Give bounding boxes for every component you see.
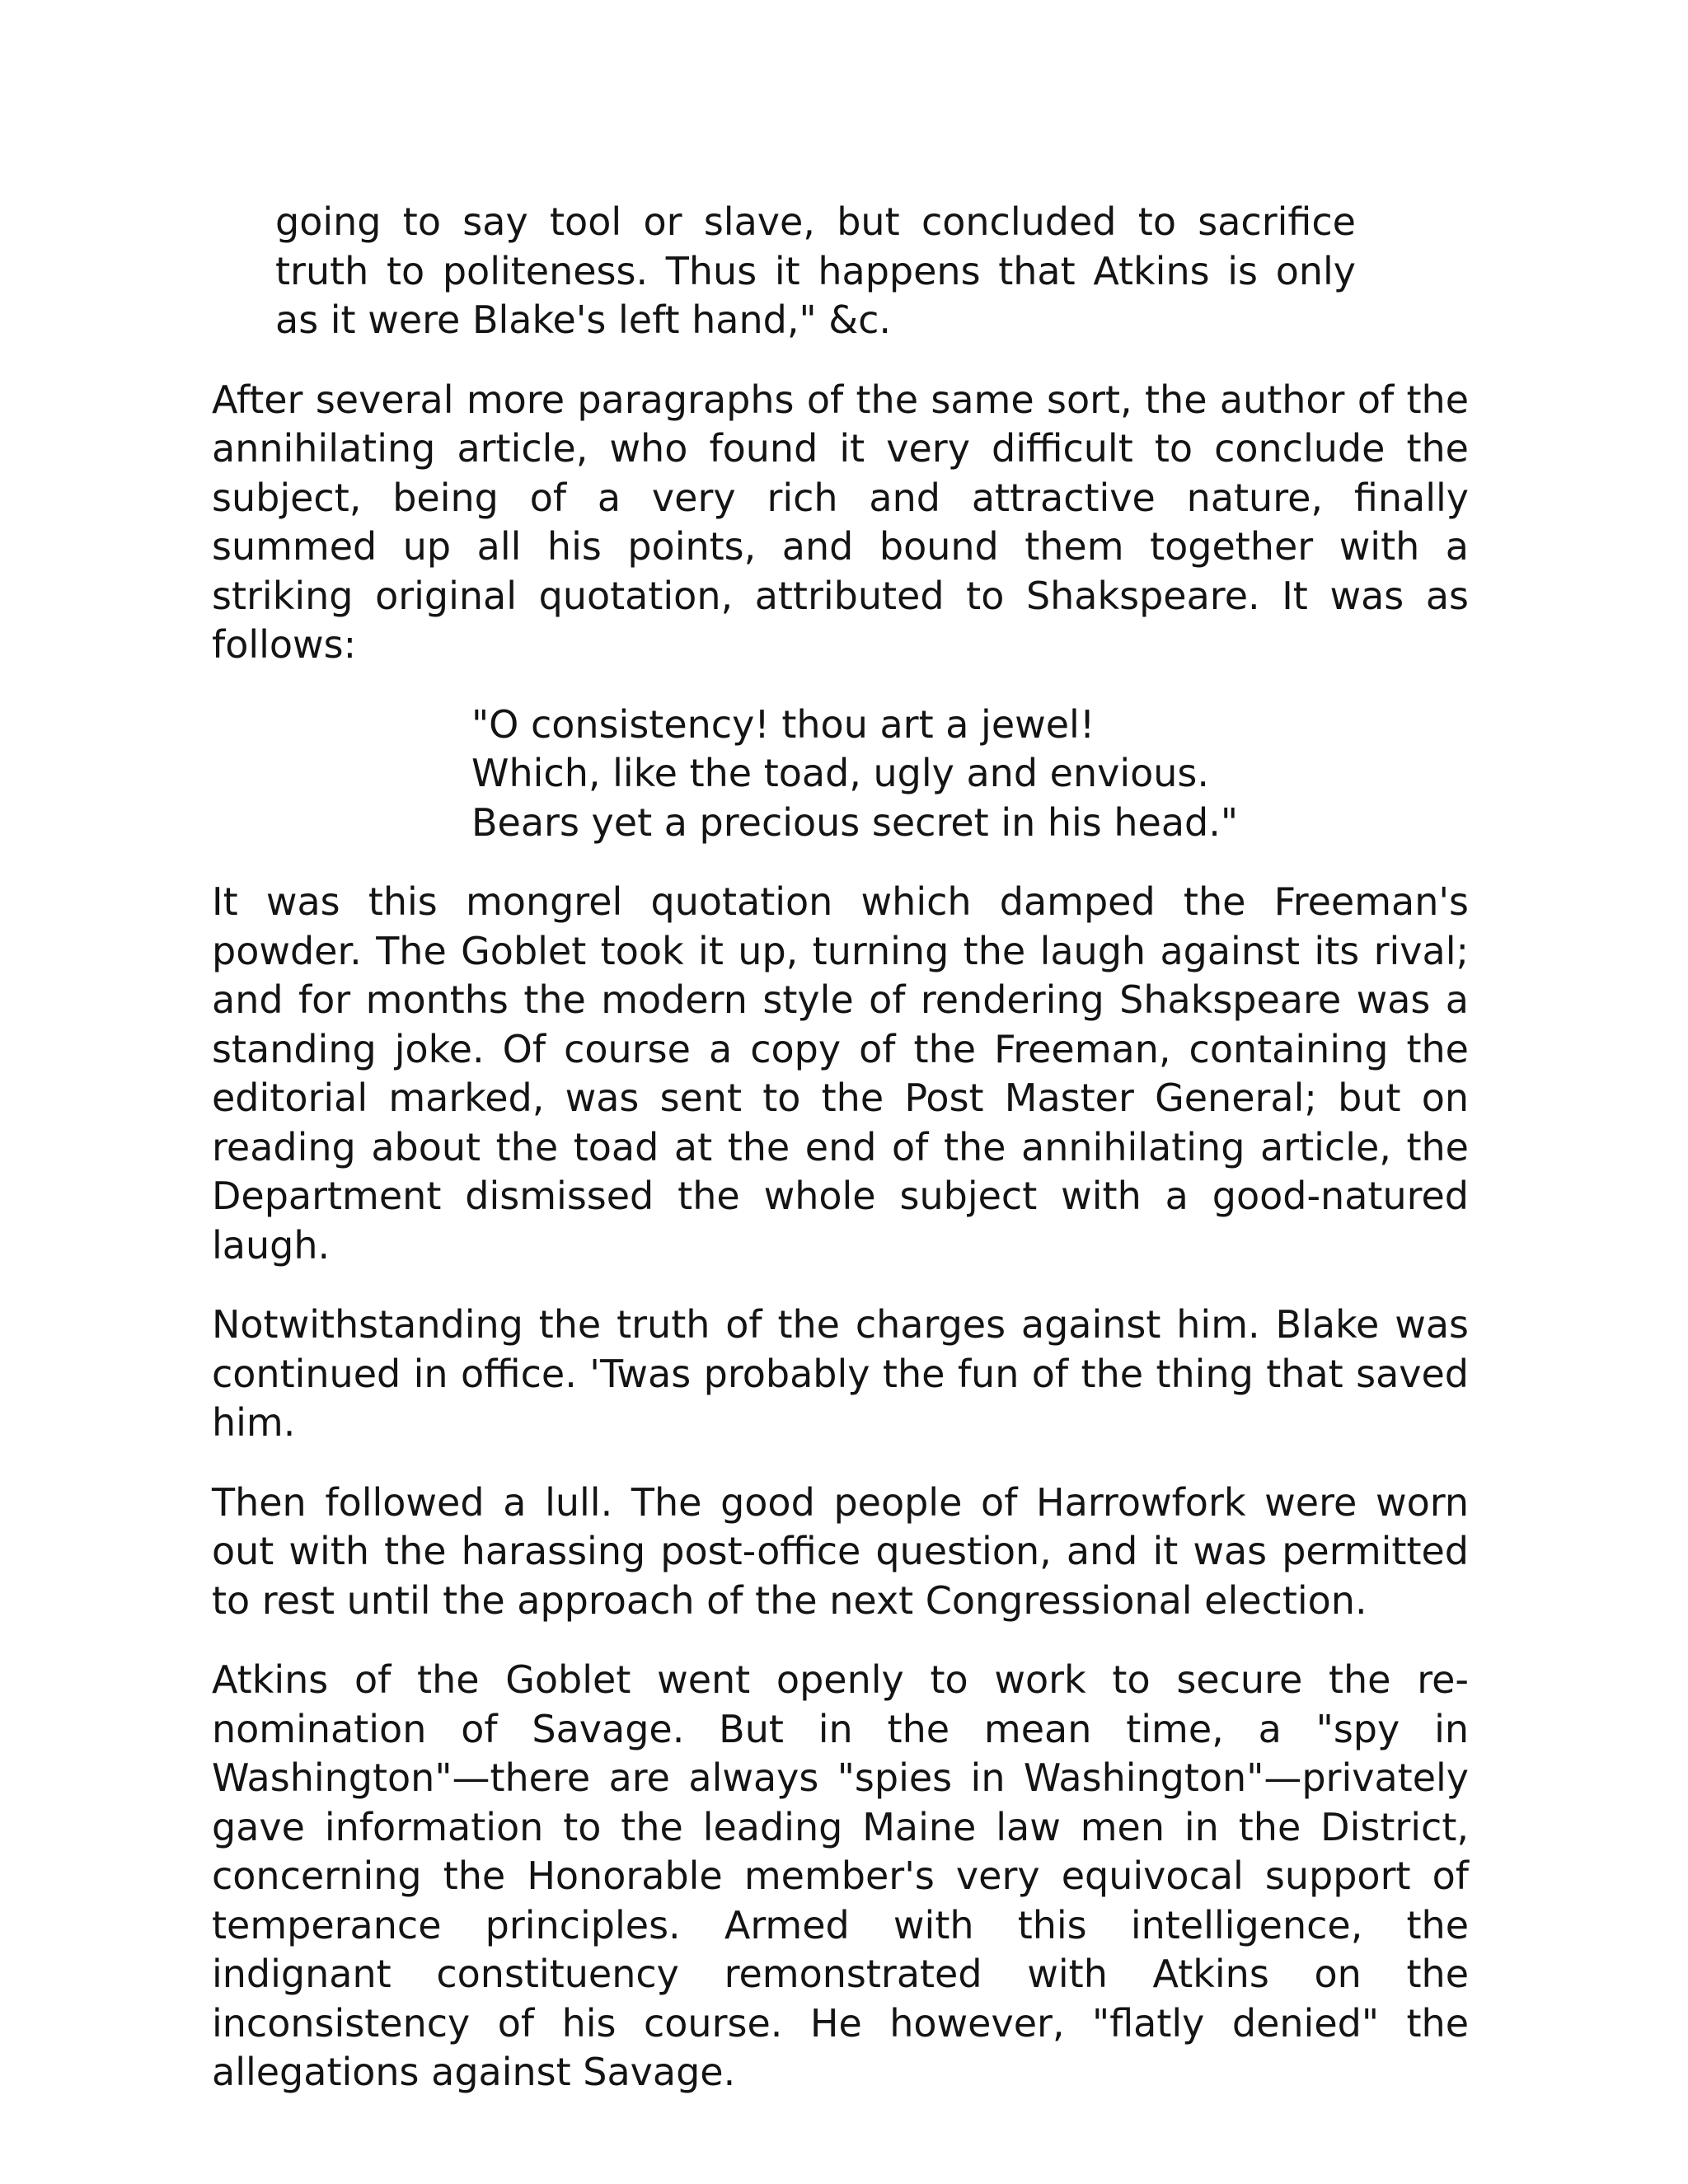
paragraph: Notwithstanding the truth of the charges against him. Blake was continued in office. 'Twas probably the fun of the thing that saved him.	[212, 1302, 1469, 1445]
document-body	[212, 198, 1469, 2097]
verse-quotation	[471, 701, 1469, 848]
quote-continuation: going to say tool or slave, but concluded to sacrifice truth to politeness. Thus it happens that Atkins is only as it were Blake's left hand," &c.	[275, 199, 1356, 342]
verse-line: Which, like the toad, ugly and envious.	[471, 751, 1210, 795]
verse-line: Bears yet a precious secret in his head."	[471, 799, 1239, 845]
paragraph: Atkins of the Goblet went openly to work to secure the re-nomination of Savage. But in the mean time, a "spy in Washington"—there are always "spies in Washington"—privately gave information to the leading Maine law men in the District, concerning the Honorable member's very equivocal support of temperance principles. Armed with this intelligence, the indignant constituency remonstrated with Atkins on the inconsistency of his course. He however, "flatly denied" the allegations against Savage.	[212, 1657, 1469, 2094]
verse-line: "O consistency! thou art a jewel!	[471, 701, 1095, 747]
paragraph: After several more paragraphs of the same sort, the author of the annihilating article, who found it very difficult to conclude the subject, being of a very rich and attractive nature, finally summed up all his points, and bound them together with a striking original quotation, attributed to Shakspeare. It was as follows:	[212, 377, 1469, 667]
paragraph: It was this mongrel quotation which damped the Freeman's powder. The Goblet took it up, turning the laugh against its rival; and for months the modern style of rendering Shakspeare was a standing joke. Of course a copy of the Freeman, containing the editorial marked, was sent to the Post Master General; but on reading about the toad at the end of the annihilating article, the Department dismissed the whole subject with a good-natured laugh.	[212, 879, 1469, 1268]
paragraph: Then followed a lull. The good people of Harrowfork were worn out with the harassing post-office question, and it was permitted to rest until the approach of the next Congressional election.	[212, 1479, 1469, 1623]
